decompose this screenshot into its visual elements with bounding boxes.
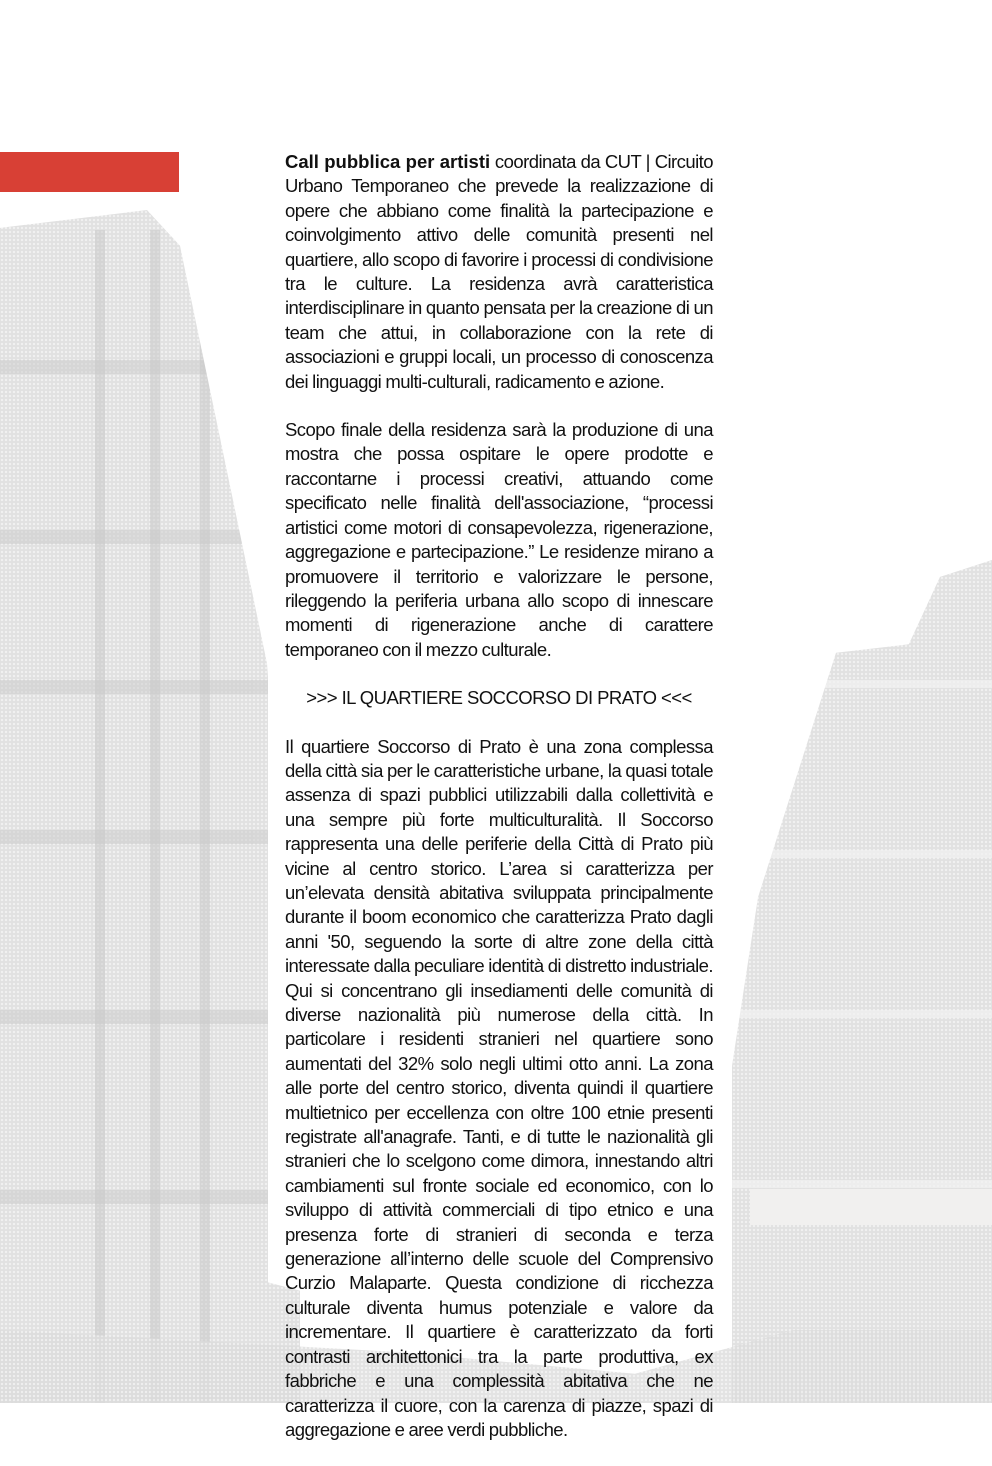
purpose-paragraph: Scopo finale della residenza sarà la produzione di una mostra che possa ospitare le opere prodotte e raccontarne i processi creativi, attuando come specificato nelle finalità dell'associazione, “processi artistici come motori di consapevolezza, rigenerazione, aggregazione e partecipazione.” Le residenze mirano a promuovere il territorio e valorizzare le persone, rileggendo la periferia urbana allo scopo di innescare momenti di rigenerazione anche di carattere temporaneo con il mezzo culturale. [285,419,713,660]
accent-bar [0,152,179,192]
intro-lead: Call pubblica per artisti [285,151,491,172]
intro-text: coordinata da CUT | Circuito Urbano Temporaneo che prevede la realizzazione di opere che abbiano come finalità la partecipazione e coinvolgimento attivo delle comunità presenti nel quartiere, allo scopo di favorire i processi di condivisione tra le culture. La residenza avrà caratteristica interdisciplinare in quanto pensata per la creazione di un team che attui, in collaborazione con la rete di associazioni e gruppi locali, un processo di conoscenza dei linguaggi multi-culturali, radicamento e azione. [285,151,713,392]
left-building-image [0,210,300,1403]
right-building-image [732,560,992,1403]
article-body [285,150,713,1466]
section-heading: >>> IL QUARTIERE SOCCORSO DI PRATO <<< [306,687,692,709]
side-bar [750,1189,992,1225]
neighborhood-paragraph: Il quartiere Soccorso di Prato è una zona complessa della città sia per le caratteristiche urbane, la quasi totale assenza di spazi pubblici utilizzabili dalla collettività e una sempre più forte multiculturalità. Il Soccorso rappresenta una delle periferie della Città di Prato più vicine al centro storico. L’area si caratterizza per un’elevata densità abitativa sviluppata principalmente durante il boom economico che caratterizza Prato dagli anni '50, seguendo la sorte di altre zone della città interessate dalla peculiare identità di distretto industriale. Qui si concentrano gli insediamenti delle comunità di diverse nazionalità più numerose della città. In particolare i residenti stranieri nel quartiere sono aumentati del 32% solo negli ultimi otto anni. La zona alle porte del centro storico, diventa quindi il quartiere multietnico per eccellenza con oltre 100 etnie presenti registrate all'anagrafe. Tanti, e di tutte le nazionalità gli stranieri che lo scelgono come dimora, innestando altri cambiamenti sul fronte sociale ed economico, con lo sviluppo di attività commerciali di tipo etnico e una presenza forte di stranieri di seconda e terza generazione all’interno delle scuole del Comprensivo Curzio Malaparte. Questa condizione di ricchezza culturale diventa humus potenziale e valore da incrementare. Il quartiere è caratterizzato da forti contrasti architettonici tra la parte produttiva, ex fabbriche e una complessità abitativa che ne caratterizza il cuore, con la carenza di piazze, spazi di aggregazione e aree verdi pubbliche. [285,735,713,1440]
intro-paragraph [285,150,713,394]
